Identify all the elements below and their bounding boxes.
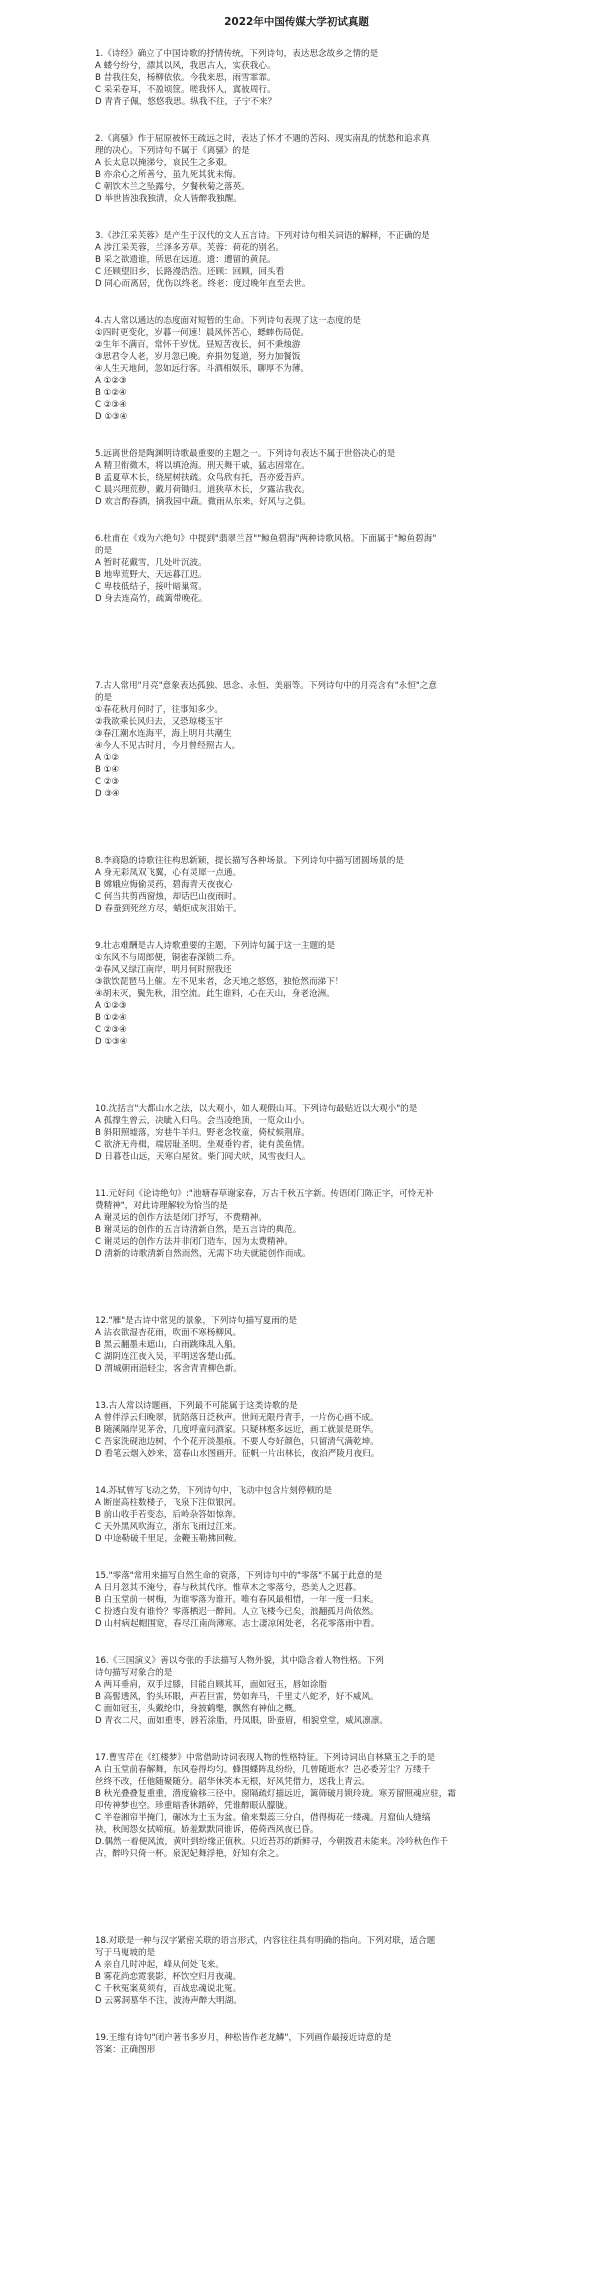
question-stem: 6.杜甫在《戏为六绝句》中提到"翡翠兰苕""鲸鱼碧海"两种诗歌风格。下面属于"鲸鱼碧海" [95,534,437,544]
question-line: ①春花秋月何时了，往事知多少。 [95,705,224,715]
question-line: ②春风又绿江南岸，明月何时照我还 [95,965,232,975]
answer-option: A 精卫衔微木，将以填沧海。刑天舞干戚，猛志固常在。 [95,461,310,471]
answer-option: C 采采卷耳，不盈顷筐。嗟我怀人，寘彼周行。 [95,85,276,95]
question-list [95,48,553,2056]
question-13 [95,1400,553,1460]
question-stem: 14.苏轼曾写飞动之势，下列诗句中，飞动中包含片刻停顿的是 [95,1486,333,1496]
answer-option: A 暂时花戴雪，几处叶沉波。 [95,558,207,568]
answer-option: A 孤撑生曾云，决眦入归鸟。会当凌绝顶，一览众山小。 [95,1116,310,1126]
question-7 [95,680,553,800]
answer-option: C 晨兴理荒秽，戴月荷锄归。道狭草木长，夕露沾我衣。 [95,485,310,495]
answer-option: A 白玉堂前春解舞，东风卷得均匀。蜂围蝶阵乱纷纷，几曾随逝水？岂必委芳尘？万缕千 [95,1765,431,1775]
answer-option: C ②③④ [95,400,127,410]
question-line: 理的决心。下列诗句不属于《离骚》的是 [95,146,250,156]
answer-option: A ①②③ [95,1001,127,1011]
answer-option: A 涉江采芙蓉，兰泽多芳草。芙蓉：荷花的别名。 [95,243,285,253]
answer-option: A 两耳垂肩，双手过膝，目能自顾其耳，面如冠玉，唇如涂脂 [95,1680,328,1690]
answer-option: B 采之欲遗谁，所思在远道。遗：遭留的黄昆。 [95,255,276,265]
answer-option: D 青衣二尺，面如重枣，唇若涂脂，丹凤眼，卧蚕眉，相貌堂堂，威风凛凛。 [95,1716,388,1726]
answer-option: D 看笔云烟入妙来，富春山水图画开。征帆一片出林长，夜泊严陵月夜归。 [95,1449,380,1459]
question-line: 费精神"，对此诗理解较为恰当的是 [95,1201,228,1211]
answer-option: C 半卷湘帘半掩门，碾冰为土玉为盆。偷来梨蕊三分白，借得梅花一缕魂。月窟仙人缝缟 [95,1813,431,1823]
question-stem: 8.李商隐的诗歌往往构思新颖，提长描写各种场景。下列诗句中描写团圆场景的是 [95,856,404,866]
question-line: ③欲饮琵琶马上催。左不见来者，念天地之悠悠，独怆然而涕下！ [95,977,344,987]
question-line: ②我欲乘长风归去，又恐琼楼玉宇 [95,717,224,727]
answer-option: B 谢灵运的创作的五言诗清新自然，是五言诗的典范。 [95,1225,302,1235]
answer-option: D 日暮苍山远，天寒白屋贫。柴门闻犬吠，风雪夜归人。 [95,1152,311,1162]
question-line: 写于马嵬坡的是 [95,1948,156,1958]
answer-option: B 高髻透风，豹头环眼，声若巨雷，势如奔马，千里丈八蛇矛，好不威风。 [95,1692,379,1702]
question-line: ②生年不满百，常怀千岁忧。昼短苦夜长，何不秉烛游 [95,340,301,350]
answer-option: B 斜阳照墟落，穷巷牛羊归。野老念牧童，倚杖候荆扉。 [95,1128,310,1138]
answer-option: A ①②③ [95,376,127,386]
answer-option: C ②③ [95,777,120,787]
answer-option: C 朝饮木兰之坠露兮，夕餐秋菊之落英。 [95,182,250,192]
answer-option: A 曾伴浮云归晚翠，犹陪落日泛秋声。世间无限丹青手，一片伤心画不成。 [95,1413,379,1423]
answer-option: 古，醉吟只倚一杯。泉泥妃舞浮艳，好知有余之。 [95,1849,285,1859]
question-14 [95,1485,553,1545]
question-9 [95,940,553,1048]
question-4 [95,315,553,423]
answer-option: D 中途勒破千里足，金鞭玉勒拂回鞍。 [95,1534,242,1544]
answer-option: B ①②④ [95,388,127,398]
answer-option: B 雾花尚恋霓裳影，杯饮空归月夜魂。 [95,1972,242,1982]
question-19 [95,2032,553,2056]
question-line: ④胡未灭，鬓先秋，泪空流。此生谁料，心在天山，身老沧洲。 [95,989,335,999]
answer-option: D 山村病起帽围宽，春尽江南尚薄寒。志士凄凉闲处老，名花零落雨中看。 [95,1619,380,1629]
answer-option: A ①② [95,753,120,763]
answer-option: D 身去连高竹，疏篱带晚花。 [95,594,208,604]
question-2 [95,133,553,205]
question-line: ①四时更变化，岁暮一何速！晨风怀苦心，蟋蟀伤局促。 [95,328,309,338]
question-stem: 1.《诗经》确立了中国诗歌的抒情传统，下列诗句，表达思念故乡之情的是 [95,49,379,59]
answer-option: B 地卑荒野大，天远暮江迟。 [95,570,207,580]
answer-option: D 青青子佩，悠悠我思。纵我不往，子宁不来？ [95,97,277,107]
answer-option: D ①③④ [95,1037,128,1047]
question-stem: 4.古人常以通达的态度面对短暂的生命。下列诗句表现了这一态度的是 [95,316,362,326]
answer-option: B 孟夏草木长，绕屋树扶疏。众鸟欣有托，吾亦爱吾庐。 [95,473,310,483]
answer-option: D 欢言酌春酒，摘我园中蔬。微雨从东来，好风与之俱。 [95,497,311,507]
answer-option: C 欲济无舟楫，端居耻圣明。坐观垂钓者，徒有羡鱼情。 [95,1140,310,1150]
answer-option: 印传神梦也空。珍重暗香休踏碎，凭谁醉眼认朦胧。 [95,1801,293,1811]
question-5 [95,448,553,508]
question-line: 答案：正确图形 [95,2045,156,2055]
answer-option: D 渭城朝雨浥轻尘，客舍青青柳色新。 [95,1364,242,1374]
answer-option: C ②③④ [95,1025,127,1035]
question-stem: 5.远离世俗是陶渊明诗歌最重要的主题之一。下列诗句表达不属于世俗决心的是 [95,449,396,459]
question-stem: 2.《离骚》作于屈原被怀王疏远之时，表达了怀才不遇的苦闷、现实南乱的忧愁和追求真 [95,134,430,144]
answer-option: B ①②④ [95,1013,127,1023]
question-stem: 9.壮志难酬是古人诗歌重要的主题，下列诗句属于这一主题的是 [95,941,336,951]
page-title: 2022年中国传媒大学初试真题 [224,16,369,28]
question-16 [95,1655,553,1727]
question-15 [95,1570,553,1630]
answer-option: B ①④ [95,765,120,775]
answer-option: C 千秋冤案莫须有，百战忠魂说北冤。 [95,1984,242,1994]
answer-option: C 面如冠玉，头戴纶巾，身披鹤氅，飘然有神仙之概。 [95,1704,302,1714]
answer-option: D ①③④ [95,412,128,422]
answer-option: A 沾衣欲湿杏花雨，吹面不寒杨柳风。 [95,1328,242,1338]
answer-option: D ③④ [95,789,120,799]
answer-option: 丝终不改，任他随聚随分。韶华休笑本无根，好风凭借力，送我上青云。 [95,1777,371,1787]
answer-option: B 随溪隔岸见茅舍，几度呼童问酒家。只疑林壑多远近，画工就景是斑华。 [95,1425,379,1435]
question-3 [95,230,553,290]
answer-option: C 天外黑风吹海立，浙东飞雨过江来。 [95,1522,242,1532]
question-stem: 19.王维有诗句"闭户著书多岁月，种松皆作老龙鳞"，下列画作最接近诗意的是 [95,2033,392,2043]
question-line: ④人生天地间，忽如远行客。斗酒相娱乐，聊厚不为薄。 [95,364,309,374]
question-18 [95,1935,553,2007]
question-stem: 7.古人常用"月亮"意象表达孤独、思念、永恒、美丽等。下列诗句中的月亮含有"永恒"之意 [95,681,437,691]
question-line: ③思君令人老，岁月忽已晚。弃捐勿复道，努力加餐饭 [95,352,301,362]
answer-option: D 同心而离居，优伤以终老。终老：度过晚年直至去世。 [95,279,311,289]
question-line: 的是 [95,546,113,556]
answer-option: C 卑枝低结子，接叶暗巢莺。 [95,582,207,592]
question-1 [95,48,553,108]
question-line: 的是 [95,693,113,703]
question-stem: 12."雁"是古诗中常见的景象，下列诗句描写夏雨的是 [95,1316,298,1326]
question-line: ①东风不与周郎便，铜雀春深锁二乔。 [95,953,241,963]
answer-option: C 谢灵运的创作方法并非闭门造车，因为太费精神。 [95,1237,293,1247]
question-10 [95,1103,553,1163]
answer-option: D 云雾洞墓华不注，波涛声醉大明湖。 [95,1996,242,2006]
question-stem: 18.对联是一种与汉字紧密关联的语言形式，内容往往具有明确的指向。下列对联，适合题 [95,1936,436,1946]
question-line: 诗句描写对象合的是 [95,1668,173,1678]
answer-option: A 蝼兮纷兮，漂其以风，我思古人，实获我心。 [95,61,276,71]
question-stem: 17.曹雪芹在《红楼梦》中常借助诗词表现人物的性格特征。下列诗词出自林黛玉之手的是 [95,1753,436,1763]
answer-option: A 长太息以掩涕兮，哀民生之多艰。 [95,158,233,168]
answer-option: C 湖阴连江夜入吴，平明送客楚山孤。 [95,1352,242,1362]
question-12 [95,1315,553,1375]
answer-option: C 吾家洗砚池边树，个个花开淡墨痕。不要人夸好颜色，只留清气满乾坤。 [95,1437,379,1447]
answer-option: C 扮透白发有谁怜？零落栖迟一醉间。人立飞楼今已矣，浪翻孤月尚依然。 [95,1607,379,1617]
answer-option: A 日月忽其不淹兮，春与秋其代序。惟草木之零落兮，恐美人之迟暮。 [95,1583,362,1593]
answer-option: D 清新的诗歌清新自然而然，无需下功夫就能创作而成。 [95,1249,311,1259]
question-stem: 13.古人常以诗题画，下列最不可能属于这类诗歌的是 [95,1401,298,1411]
answer-option: D.偶然一着便风流，黄叶到纷缘正值秋。只近苔苏的新鲜寻，今朝拨君未能来。冷吟秋色作千 [95,1837,449,1847]
question-stem: 15."零落"常用来描写自然生命的衰落，下列诗句中的"零落"不属于此意的是 [95,1571,383,1581]
answer-option: C 何当共剪西窗烛，却话巴山夜雨时。 [95,892,242,902]
answer-option: B 昔我往矣，杨柳依依。今我来思，雨雪霏霏。 [95,73,276,83]
question-11 [95,1188,553,1260]
answer-option: B 亦余心之所善兮，虽九死其犹未悔。 [95,170,242,180]
answer-option: B 前山收手若变态，后岭杂答如惊奔。 [95,1510,242,1520]
answer-option: D 春蚕到死丝方尽，蜡炬成灰泪始干。 [95,904,242,914]
question-17 [95,1752,553,1860]
answer-option: A 身无彩凤双飞翼，心有灵犀一点通。 [95,868,242,878]
question-stem: 16.《三国演义》善以夸张的手法描写人物外貌，其中隐含着人物性格。下列 [95,1656,384,1666]
answer-option: B 秋光叠叠复重重，潜度偷移三径中。窗隔疏灯描远近，篱筛破月锁玲珑。寒芳留照魂应驻，霜 [95,1789,456,1799]
question-8 [95,855,553,915]
answer-option: 袂，秋闺怨女拭啼痕。娇羞默默同谁诉，倦倚西风夜已昏。 [95,1825,319,1835]
answer-option: B 白玉堂前一树梅，为谁零落为谁开。唯有春风最相惜，一年一度一归来。 [95,1595,379,1605]
answer-option: C 还顾望旧乡，长路漫浩浩。还顾：回顾，回头看 [95,267,285,277]
answer-option: B 嫦娥应悔偷灵药，碧海青天夜夜心 [95,880,233,890]
question-stem: 3.《涉江采芙蓉》是产生于汉代的文人五言诗。下列对诗句相关词语的解释，不正确的是 [95,231,430,241]
answer-option: A 谢灵运的创作方法是闭门抒写，不费精神。 [95,1213,267,1223]
question-line: ④今人不见古时月，今月曾经照古人。 [95,741,241,751]
question-stem: 10.沈括言"大都山水之法，以大观小，如人观假山耳。下列诗句最贴近以大观小"的是 [95,1104,418,1114]
answer-option: A 亲自几时冲起，峰从何处飞来。 [95,1960,224,1970]
answer-option: B 黑云翻墨未遮山，白雨跳珠乱入船。 [95,1340,242,1350]
answer-option: D 举世皆浊我独清，众人皆醉我独醒。 [95,194,242,204]
question-6 [95,533,553,605]
question-stem: 11.元好问《论诗绝句》:"池塘春草谢家春，万古千秋五字新。传语闭门陈正字，可怜无补 [95,1189,434,1199]
answer-option: A 断崖高柱数楼子，飞泉下注似银河。 [95,1498,242,1508]
question-line: ③春江潮水连海平，海上明月共潮生 [95,729,232,739]
